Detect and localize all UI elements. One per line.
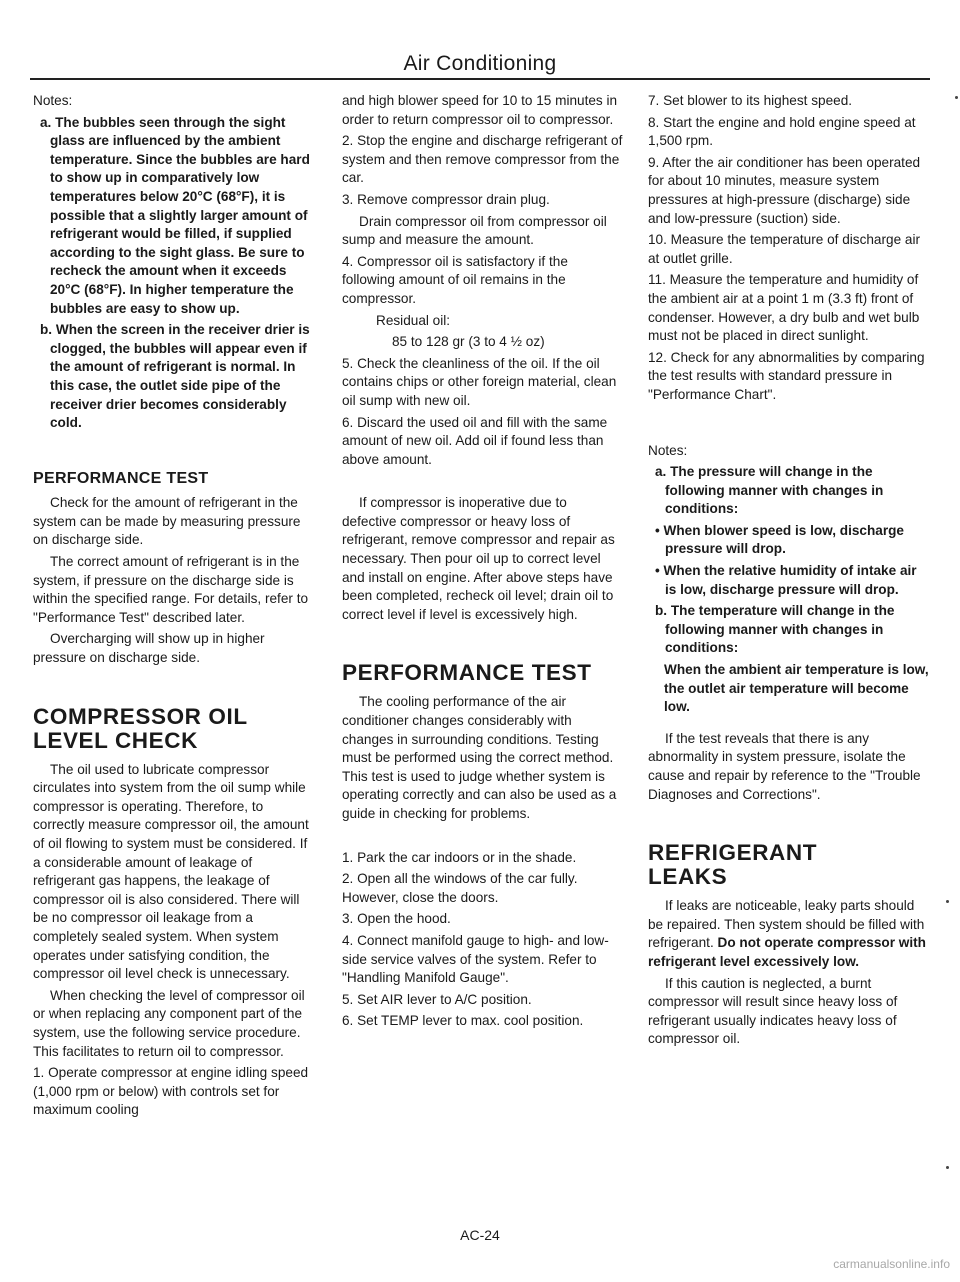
notes-label: Notes: xyxy=(33,93,73,108)
step-item: 1. Park the car indoors or in the shade. xyxy=(342,849,577,865)
step-item: 5. Check the cleanliness of the oil. If the oil contains chips or other foreign material, clean oil sump with new oil. xyxy=(342,355,617,408)
paragraph: The cooling performance of the air conditioner changes considerably with changes in surrounding conditions. Testing must be performed using the correct method. This test is used to judge whether system is operating correctly and can also be used as a guide in checking for problems. xyxy=(342,694,617,821)
paragraph: Overcharging will show up in higher pressure on discharge side. xyxy=(33,631,265,666)
page-number: AC-24 xyxy=(460,1227,500,1243)
step-item: 3. Open the hood. xyxy=(342,911,451,927)
residual-oil-value: 85 to 128 gr (3 to 4 ½ oz) xyxy=(392,334,545,350)
paragraph: If the test reveals that there is any abnormality in system pressure, isolate the cause and repair by reference to the "Trouble Diagnoses and Corrections". xyxy=(648,730,921,802)
step-item: 9. After the air conditioner has been operated for about 10 minutes, measure system pressures at high-pressure (discharge) side and low-pressure (suction) side. xyxy=(648,154,921,226)
column-left xyxy=(33,92,315,1123)
step-item: 5. Set AIR lever to A/C position. xyxy=(342,991,532,1007)
step-item: 1. Operate compressor at engine idling speed (1,000 rpm or below) with controls set for maximum cooling xyxy=(33,1065,309,1118)
section-heading-performance-test-large: PERFORMANCE TEST xyxy=(342,660,592,686)
step-item: 10. Measure the temperature of discharge air at outlet grille. xyxy=(648,232,921,266)
note-a: a. The bubbles seen through the sight glass are influenced by the ambient temperature. Since the bubbles are hard to show up in comparatively low temperatures below 20°C (68°F), it is possible that a slightly larger amount of refrigerant would be filled, if supplied according to the sight glass. Be sure to recheck the amount when it exceeds 20°C (68°F). In higher temperature the bubbles are easy to show up. xyxy=(40,114,310,316)
heading-line: LEVEL CHECK xyxy=(33,727,198,753)
note-b-detail: When the ambient air temperature is low, the outlet air temperature will become low. xyxy=(664,662,929,715)
step-item: 2. Stop the engine and discharge refrigerant of system and then remove compressor from the car. xyxy=(342,133,623,186)
paragraph: Drain compressor oil from compressor oil sump and measure the amount. xyxy=(342,213,607,248)
scan-dot xyxy=(946,900,949,903)
section-heading-compressor-oil xyxy=(33,705,315,753)
step-item: 2. Open all the windows of the car fully. However, close the doors. xyxy=(342,871,578,905)
paragraph: The correct amount of refrigerant is in the system, if pressure on the discharge side is within the specified range. For details, refer to "Performance Test" described later. xyxy=(33,554,309,625)
step-item: 6. Discard the used oil and fill with the same amount of new oil. Add oil if found less than above amount. xyxy=(342,414,608,467)
scan-dot xyxy=(955,96,958,99)
heading-line: LEAKS xyxy=(648,864,728,890)
step-item: 6. Set TEMP lever to max. cool position. xyxy=(342,1013,584,1029)
paragraph xyxy=(648,897,930,971)
note-b: b. When the screen in the receiver drier is clogged, the bubbles will appear even if the amount of refrigerant is normal. In this case, the outlet side pipe of the receiver drier becomes considerably cold. xyxy=(40,322,310,431)
column-middle xyxy=(342,92,624,1034)
step-item: 3. Remove compressor drain plug. xyxy=(342,191,550,207)
leak-text: If leaks are noticeable, leaky parts should be repaired. Then system should be filled with refrigerant. xyxy=(648,898,925,951)
paragraph: When checking the level of compressor oil or when replacing any component part of the system, use the following service procedure. This facilitates to return oil to compressor. xyxy=(33,987,305,1059)
scan-dot xyxy=(946,1166,949,1169)
bullet-item: • When blower speed is low, discharge pressure will drop. xyxy=(655,522,904,557)
bullet-item: • When the relative humidity of intake air is low, discharge pressure will drop. xyxy=(655,563,917,597)
paragraph: Check for the amount of refrigerant in the system can be made by measuring pressure on discharge side. xyxy=(33,495,301,548)
paragraph: If compressor is inoperative due to defective compressor or heavy loss of refrigerant, remove compressor and repair as necessary. Then pour oil up to correct level and install on engine. After above steps have been completed, recheck oil level; drain oil to correct level if level is excessively high. xyxy=(342,495,615,622)
notes-label: Notes: xyxy=(648,442,688,458)
paragraph: The oil used to lubricate compressor circulates into system from the oil sump while compressor is operating. Therefore, to correctly measure compressor oil, the amount of oil flowing to system must be considered. If a considerable amount of leakage of refrigerant gas happens, the leakage of compressor oil is also considered. There will be no compressor oil leakage from a completely sealed system. When system operates under satisfying condition, the compressor oil level check is unnecessary. xyxy=(33,761,309,982)
column-right xyxy=(648,92,930,1052)
residual-oil-label: Residual oil: xyxy=(376,312,451,328)
note-a: a. The pressure will change in the following manner with changes in conditions: xyxy=(655,464,884,517)
section-heading-performance-test: PERFORMANCE TEST xyxy=(33,469,209,487)
heading-line: COMPRESSOR OIL xyxy=(33,703,248,729)
section-heading-refrigerant-leaks xyxy=(648,841,930,889)
heading-line: REFRIGERANT xyxy=(648,840,818,866)
watermark: carmanualsonline.info xyxy=(833,1257,950,1271)
paragraph: If this caution is neglected, a burnt compressor will result since heavy loss of refrigerant usually indicates heavy loss of compressor oil. xyxy=(648,975,898,1047)
header-rule xyxy=(30,78,930,80)
page-title: Air Conditioning xyxy=(403,52,557,75)
leak-warning: Do not operate compressor with refrigerant level excessively low. xyxy=(648,935,926,969)
step-item: 4. Compressor oil is satisfactory if the following amount of oil remains in the compressor. xyxy=(342,253,568,306)
step-item: 12. Check for any abnormalities by comparing the test results with standard pressure in "Performance Chart". xyxy=(648,349,925,402)
step-item: 11. Measure the temperature and humidity of the ambient air at a point 1 m (3.3 ft) front of condenser. However, a dry bulb and wet bulb must not be placed in direct sunlight. xyxy=(648,272,920,344)
paragraph: and high blower speed for 10 to 15 minutes in order to return compressor oil to compressor. xyxy=(342,93,618,127)
note-b: b. The temperature will change in the following manner with changes in conditions: xyxy=(655,603,895,656)
step-item: 4. Connect manifold gauge to high- and low-side service valves of the system. Refer to "Handling Manifold Gauge". xyxy=(342,932,609,986)
step-item: 8. Start the engine and hold engine speed at 1,500 rpm. xyxy=(648,114,916,149)
step-item: 7. Set blower to its highest speed. xyxy=(648,93,853,108)
